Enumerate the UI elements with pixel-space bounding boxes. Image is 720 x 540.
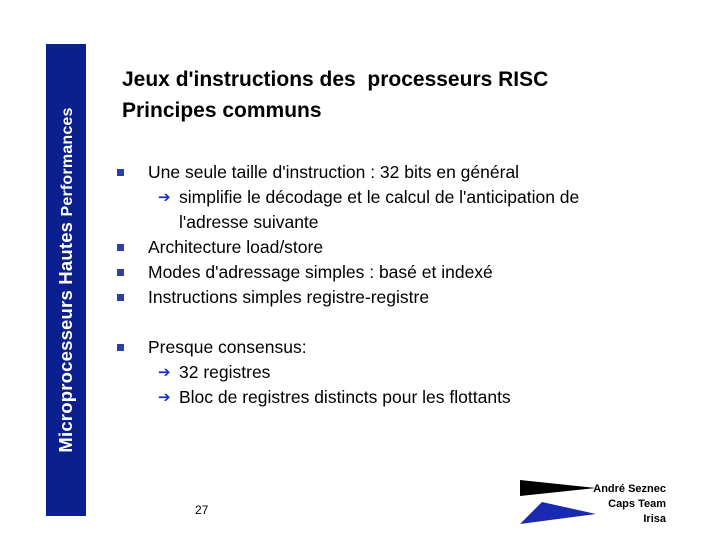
arrow-right-icon: ➔ — [158, 189, 171, 206]
sub-bullet-text: Bloc de registres distincts pour les flottants — [179, 387, 511, 407]
bullet-text: Modes d'adressage simples : basé et indexé — [148, 262, 493, 282]
arrow-right-icon: ➔ — [158, 389, 171, 406]
logo-black-wedge — [520, 480, 596, 496]
slide-title-line1: Jeux d'instructions des processeurs RISC — [122, 68, 549, 91]
author-team: Caps Team — [608, 498, 666, 510]
sub-bullet-item — [117, 385, 677, 410]
sidebar-title-main: Microprocesseurs Hautes — [55, 216, 76, 453]
arrow-right-icon: ➔ — [158, 364, 171, 381]
square-bullet-icon — [117, 269, 124, 276]
author-name: André Seznec — [593, 483, 666, 495]
bullet-text: Architecture load/store — [148, 237, 324, 257]
sidebar-title-small: Performances — [59, 107, 76, 217]
page-number: 27 — [195, 503, 209, 517]
logo-blue-wedge — [520, 502, 596, 524]
sub-bullet-text: 32 registres — [179, 362, 271, 382]
sidebar-title — [55, 107, 77, 452]
bullet-item — [117, 260, 677, 285]
square-bullet-icon — [117, 344, 124, 351]
sub-bullet-item — [117, 360, 677, 385]
sub-bullet-item — [117, 185, 677, 235]
bullet-list — [117, 160, 677, 410]
bullet-text: Instructions simples registre-registre — [148, 287, 430, 307]
sub-bullet-text: simplifie le décodage et le calcul de l'anticipation de — [179, 187, 580, 207]
author-block — [593, 482, 666, 527]
author-org: Irisa — [643, 513, 666, 525]
square-bullet-icon — [117, 294, 124, 301]
bullet-text: Presque consensus: — [148, 337, 307, 357]
bullet-item — [117, 160, 677, 185]
square-bullet-icon — [117, 169, 124, 176]
slide-title-line2: Principes communs — [122, 99, 322, 122]
square-bullet-icon — [117, 244, 124, 251]
slide-title — [122, 64, 548, 126]
irisa-logo — [518, 478, 600, 526]
bullet-item — [117, 285, 677, 310]
sub-bullet-text-cont: l'adresse suivante — [179, 212, 319, 232]
bullet-item — [117, 335, 677, 360]
bullet-text: Une seule taille d'instruction : 32 bits en général — [148, 162, 520, 182]
bullet-item — [117, 235, 677, 260]
